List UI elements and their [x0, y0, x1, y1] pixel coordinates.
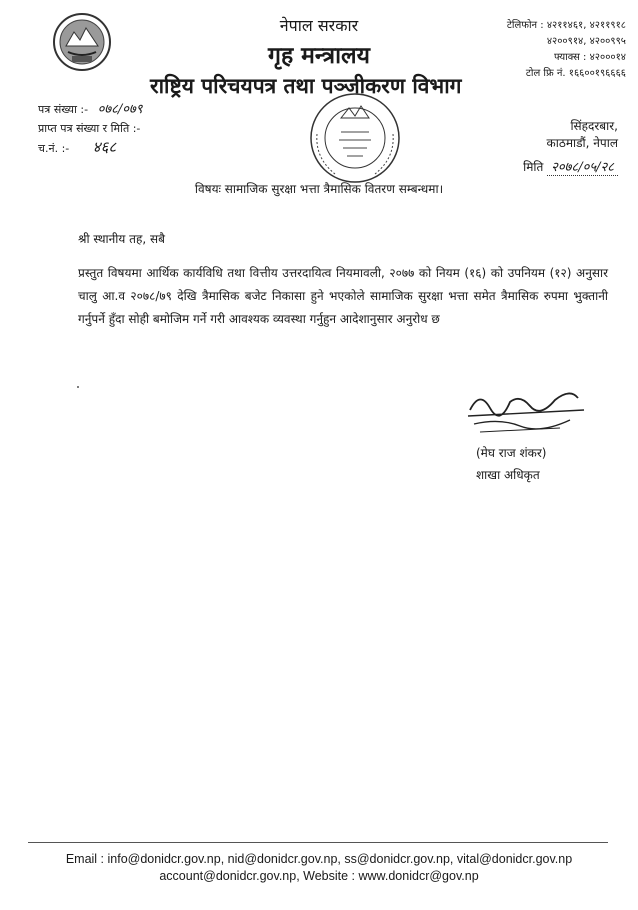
- salutation: श्री स्थानीय तह, सबै: [78, 232, 165, 246]
- contact-phone-2: ४२००९१४, ४२००९९५: [546, 36, 626, 47]
- contact-block: [507, 18, 626, 82]
- chalani-number: [38, 138, 143, 158]
- footer: [0, 851, 638, 885]
- department-name: राष्ट्रिय परिचयपत्र तथा पञ्जीकरण विभाग: [150, 74, 462, 98]
- contact-fax: फ्याक्स : ४२०००१४: [553, 52, 626, 63]
- footer-divider: [28, 842, 608, 843]
- patra-label: पत्र संख्या :-: [38, 103, 89, 116]
- official-seal-stamp: [305, 88, 405, 188]
- prapta-patra-label: प्राप्त पत्र संख्या र मिति :-: [38, 122, 141, 135]
- footer-emails: Email : info@donidcr.gov.np, nid@donidcr.gov.np, ss@donidcr.gov.np, vital@donidcr.gov.np: [65, 852, 573, 866]
- location-line-2: काठमाडौं, नेपाल: [546, 136, 618, 150]
- stray-mark: [77, 386, 79, 388]
- ministry-name: गृह मन्त्रालय: [268, 43, 370, 69]
- date-line: [523, 157, 618, 175]
- contact-phone: टेलिफोन : ४२११४६१, ४२११९१८: [506, 20, 626, 31]
- date-label: मिति: [523, 160, 544, 174]
- patra-sankhya: [38, 100, 143, 119]
- contact-tollfree: टोल फ्रि नं. १६६००१९६६६६: [525, 68, 626, 79]
- date-value: २०७८/०५/२८: [547, 160, 618, 176]
- chalani-label: च.नं. :-: [38, 142, 70, 155]
- handwritten-signature: [460, 380, 590, 440]
- location-line-1: सिंहदरबार,: [570, 119, 618, 133]
- gov-name: नेपाल सरकार: [279, 16, 359, 35]
- reference-block: [38, 100, 143, 158]
- signer-title: शाखा अधिकृत: [476, 468, 540, 482]
- footer-website: account@donidcr.gov.np, Website : www.donidcr@gov.np: [159, 869, 479, 883]
- letter-body: प्रस्तुत विषयमा आर्थिक कार्यविधि तथा वित्तीय उत्तरदायित्व नियमावली, २०७७ को नियम (१६) को उपनियम (१२) अनुसार चालु आ.व २०७८/७९ देखि त्रैमासिक बजेट निकासा हुने भएकोले सामाजिक सुरक्षा भत्ता समेत त्रैमासिक रुपमा भुक्तानी गर्नुपर्ने हुँदा सोही बमोजिम गर्ने गरी आवश्यक व्यवस्था गर्नुहुन आदेशानुसार अनुरोध छ: [78, 266, 608, 326]
- signer-name: (मेघ राज शंकर): [476, 446, 547, 460]
- letter-subject: विषयः सामाजिक सुरक्षा भत्ता त्रैमासिक वितरण सम्बन्धमा।: [194, 182, 444, 196]
- chalani-value: ४६८: [92, 138, 117, 156]
- patra-value: ०७८/०७९: [97, 102, 143, 117]
- signer-block: [476, 442, 546, 486]
- office-location: [547, 118, 618, 152]
